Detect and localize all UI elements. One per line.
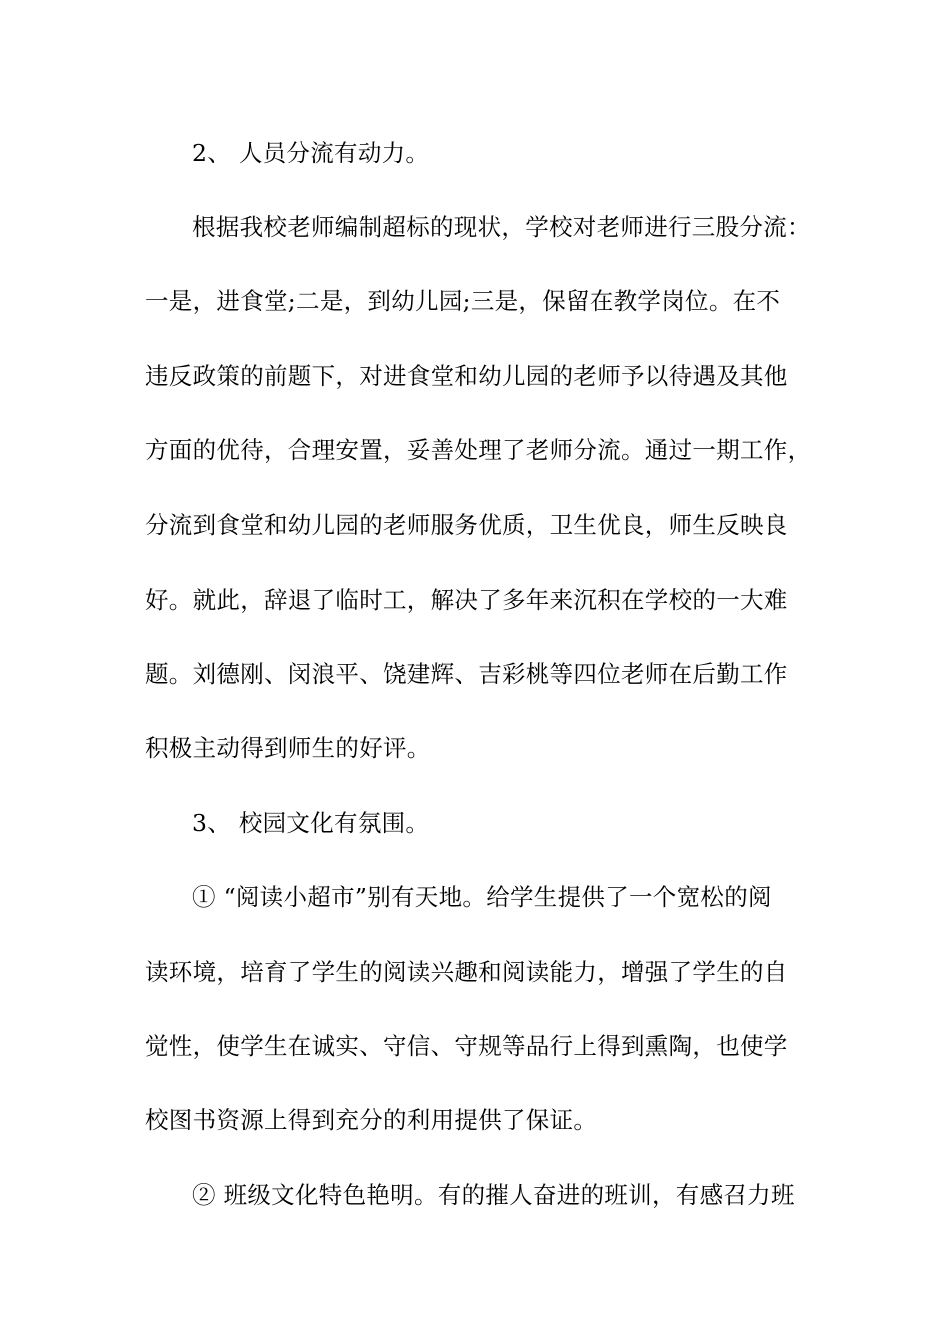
paragraph-line: 觉性，使学生在诚实、守信、守规等品行上得到熏陶，也使学 [145, 1032, 788, 1060]
paragraph-line: 根据我校老师编制超标的现状，学校对老师进行三股分流： [192, 213, 811, 241]
paragraph-line: 题。刘德刚、闵浪平、饶建辉、吉彩桃等四位老师在后勤工作 [145, 660, 788, 688]
list-item-line: ② 班级文化特色艳明。有的摧人奋进的班训，有感召力班 [192, 1181, 795, 1209]
paragraph-line: 方面的优待，合理安置，妥善处理了老师分流。通过一期工作， [145, 436, 812, 464]
paragraph-line: 积极主动得到师生的好评。 [145, 734, 431, 762]
list-item-line: ① “阅读小超市”别有天地。给学生提供了一个宽松的阅 [192, 883, 772, 911]
paragraph-line: 读环境，培育了学生的阅读兴趣和阅读能力，增强了学生的自 [145, 958, 788, 986]
section-heading-3: 3、 校园文化有氛围。 [192, 809, 430, 837]
paragraph-line: 好。就此，辞退了临时工，解决了多年来沉积在学校的一大难 [145, 586, 788, 614]
paragraph-line: 一是，进食堂;二是，到幼儿园;三是，保留在教学岗位。在不 [145, 287, 781, 315]
section-heading-2: 2、 人员分流有动力。 [192, 139, 430, 167]
paragraph-line: 分流到食堂和幼儿园的老师服务优质，卫生优良，师生反映良 [145, 511, 788, 539]
paragraph-line: 校图书资源上得到充分的利用提供了保证。 [145, 1106, 598, 1134]
paragraph-line: 违反政策的前题下，对进食堂和幼儿园的老师予以待遇及其他 [145, 362, 788, 390]
